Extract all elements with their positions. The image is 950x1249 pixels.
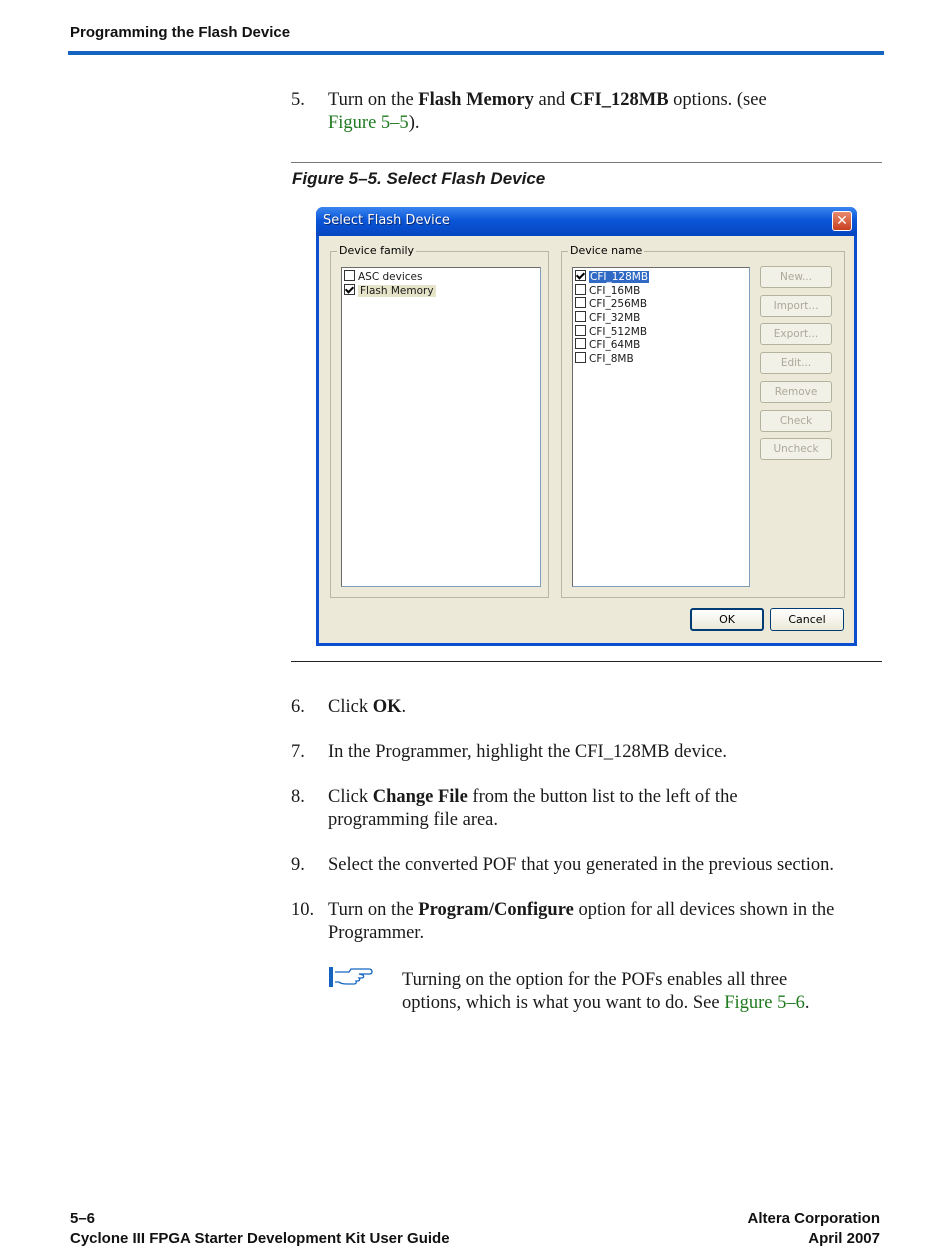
list-item[interactable] [573,270,749,284]
figure-link[interactable]: Figure 5–5 [328,113,409,133]
guide-title: Cyclone III FPGA Starter Development Kit User Guide [70,1230,450,1247]
list-item[interactable] [573,297,749,311]
list-item[interactable] [342,284,540,298]
step-text: Click OK. [328,697,407,717]
list-item-label: ASC devices [358,271,423,283]
step-number: 10. [291,900,315,920]
figure-bottom-rule [291,661,882,662]
header-rule [68,51,884,55]
running-head: Programming the Flash Device [70,24,291,41]
list-item-label: CFI_512MB [589,325,648,338]
checkbox[interactable] [344,270,355,281]
device-family-label: Device family [339,244,415,257]
close-icon: ✕ [836,213,848,229]
checkbox[interactable] [575,338,586,349]
checkbox[interactable] [575,325,586,336]
checkbox-checked[interactable] [344,284,355,295]
figure-caption: Figure 5–5. Select Flash Device [292,169,546,188]
checkbox[interactable] [575,297,586,308]
remove-button[interactable]: Remove [760,381,832,403]
device-name-label: Device name [570,244,643,257]
note-text: Turning on the option for the POFs enables all three options, which is what you want to do. See Figure 5–6. [402,970,810,1013]
checkbox[interactable] [575,284,586,295]
dialog-title: Select Flash Device [323,213,450,228]
checkbox-checked[interactable] [575,270,586,281]
cancel-button[interactable]: Cancel [770,608,844,631]
list-item[interactable] [573,325,749,339]
step-number: 5. [291,90,305,110]
figure-top-rule [291,162,882,163]
close-button[interactable] [832,211,852,231]
step-number: 8. [291,787,305,807]
step-text: In the Programmer, highlight the CFI_128MB device. [328,742,728,762]
list-item-label: Flash Memory [360,284,434,297]
new-button[interactable]: New... [760,266,832,288]
device-family-list[interactable] [341,267,541,587]
edit-button[interactable]: Edit... [760,352,832,374]
list-item[interactable] [573,311,749,325]
step-text: Click Change File from the button list to the left of the programming file area. [328,787,738,830]
checkbox[interactable] [575,311,586,322]
pointing-hand-icon [329,966,373,995]
checkbox[interactable] [575,352,586,363]
check-button[interactable]: Check [760,410,832,432]
list-item-label: CFI_32MB [589,312,641,325]
list-item-label: CFI_16MB [589,284,641,297]
step-number: 6. [291,697,305,717]
list-item-label: CFI_8MB [589,353,634,366]
import-button[interactable]: Import... [760,295,832,317]
list-item[interactable] [573,352,749,366]
device-name-list[interactable] [572,267,750,587]
list-item-label: CFI_128MB [590,271,649,283]
device-family-group [330,244,549,598]
step-number: 9. [291,855,305,875]
step-text: Turn on the Flash Memory and CFI_128MB options. (see Figure 5–5). [328,90,767,133]
list-item[interactable] [573,284,749,298]
step-text: Select the converted POF that you generated in the previous section. [328,855,835,875]
company-name: Altera Corporation [747,1210,880,1227]
export-button[interactable]: Export... [760,323,832,345]
step-number: 7. [291,742,305,762]
list-item[interactable] [573,338,749,352]
dialog-titlebar[interactable] [316,207,857,236]
figure-link[interactable]: Figure 5–6 [724,993,805,1013]
step-text: Turn on the Program/Configure option for all devices shown in the Programmer. [328,900,835,943]
uncheck-button[interactable]: Uncheck [760,438,832,460]
list-item-label: CFI_64MB [589,339,641,352]
dialog-body [319,236,854,643]
select-flash-device-dialog [316,207,857,646]
list-item[interactable] [342,270,540,284]
list-item-label: CFI_256MB [589,298,648,311]
page-number: 5–6 [70,1210,96,1227]
publication-date: April 2007 [808,1230,880,1247]
ok-button[interactable]: OK [690,608,764,631]
